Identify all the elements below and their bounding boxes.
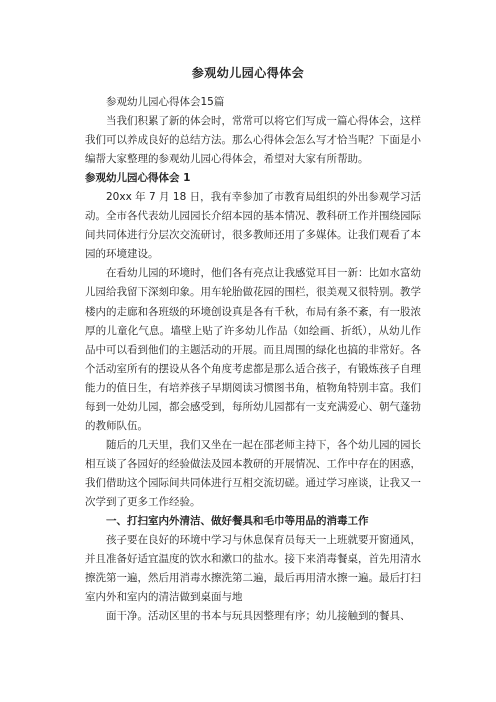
paragraph: 孩子要在良好的环境中学习与休息保育员每天一上班就要开窗通风，并且准备好适宜温度的饮水和漱口的盐水。接下来消毒餐桌，首先用清水擦洗第一遍，然后用消毒水擦洗第二遍，最后再用清水擦一遍。最后打扫室内外和室内的清洁做到桌面与地: [85, 534, 421, 604]
paragraph: 在看幼儿园的环境时，他们各有亮点让我感觉耳目一新：比如水富幼儿园给我留下深刻印象。用车轮胎做花园的围栏，很美观又很特别。教学楼内的走廊和各班级的环境创设真是各有千秋，布局有条不紊，有一股浓厚的儿童化气息。墙壁上贴了许多幼儿作品（如绘画、折纸），从幼儿作品中可以看到他们的主题活动的开展。而且周围的绿化也搞的非常好。各个活动室所有的摆设从各个角度考虑都是那么适合孩子，有锻炼孩子自理能力的值日生，有培养孩子早期阅读习惯图书角，植物角特别丰富。我们每到一处幼儿园，都会感受到，每所幼儿园都有一支充满爱心、朝气蓬勃的教师队伍。: [85, 267, 421, 432]
paragraph: 随后的几天里，我们又坐在一起在邵老师主持下，各个幼儿园的园长相互谈了各园好的经验做法及园本教研的开展情况、工作中存在的困惑，我们借助这个园际间共同体进行互相交流切磋。通过学习座谈，让我又一次学到了更多工作经验。: [85, 438, 421, 508]
page-title: 参观幼儿园心得体会: [191, 66, 305, 80]
paragraph-intro: 当我们积累了新的体会时，常常可以将它们写成一篇心得体会，这样我们可以养成良好的总结方法。那么心得体会怎么写才恰当呢？下面是小编帮大家整理的参观幼儿园心得体会，希望对大家有所帮助。: [85, 115, 421, 166]
section-heading: 参观幼儿园心得体会 1: [85, 172, 191, 185]
document-body: [85, 93, 421, 626]
paragraph: 20xx 年 7 月 18 日，我有幸参加了市教育局组织的外出参观学习活动。全市各代表幼儿园园长介绍本园的基本情况、教科研工作并围绕园际间共同体进行分层次交流研讨，很多教师还用了多媒体。让我们观看了本园的环境建设。: [85, 191, 421, 261]
subsection-heading: 一、打扫室内外清洁、做好餐具和毛巾等用品的消毒工作: [106, 515, 369, 528]
paragraph: 面干净。活动区里的书本与玩具因整理有序；幼儿接触到的餐具、: [106, 610, 411, 623]
paragraph-subtitle: 参观幼儿园心得体会15篇: [106, 96, 225, 108]
